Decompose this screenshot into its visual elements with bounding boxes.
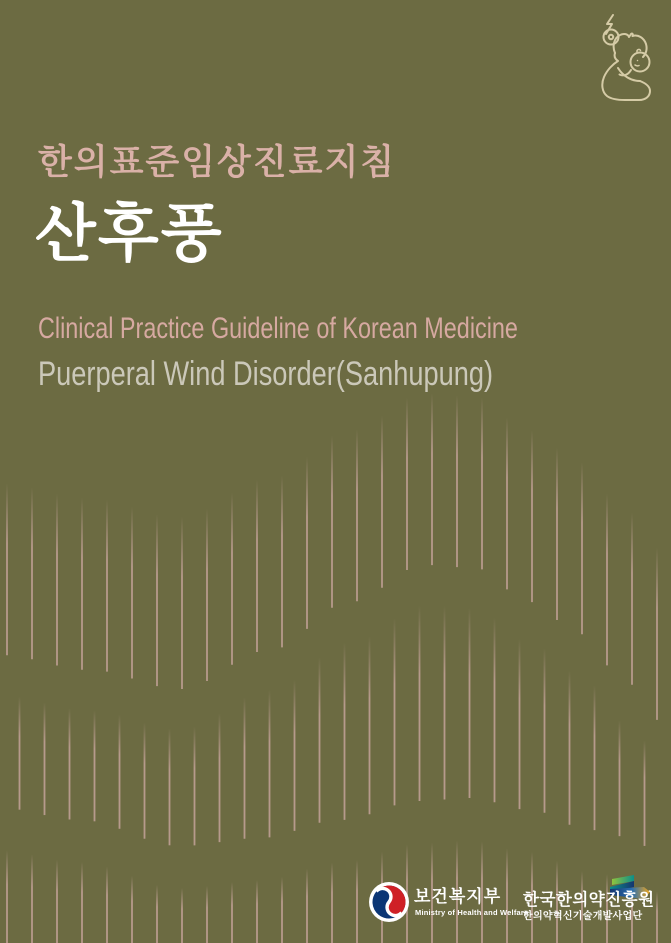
mother-and-baby-icon [585, 10, 665, 105]
mohw-name: 보건복지부 [414, 887, 502, 906]
english-subtitle-line1: Clinical Practice Guideline of Korean Medicine [38, 312, 518, 345]
nikom-name: 한국한의약진흥원 [523, 891, 655, 909]
nikom-logo [523, 874, 671, 934]
moxa-ring-dot [609, 35, 613, 39]
series-title: 한의표준임상진료지침 [38, 143, 397, 182]
main-title: 산후풍 [35, 199, 224, 269]
english-subtitle-line2: Puerperal Wind Disorder(Sanhupung) [38, 355, 494, 393]
taegeuk-emblem-icon [368, 881, 410, 923]
nikom-subname: 한의약혁신기술개발사업단 [523, 911, 643, 922]
mohw-name-en: Ministry of Health and Welfare [415, 908, 529, 917]
baby-head-outline [631, 53, 650, 72]
baby-face-marks [635, 61, 639, 66]
